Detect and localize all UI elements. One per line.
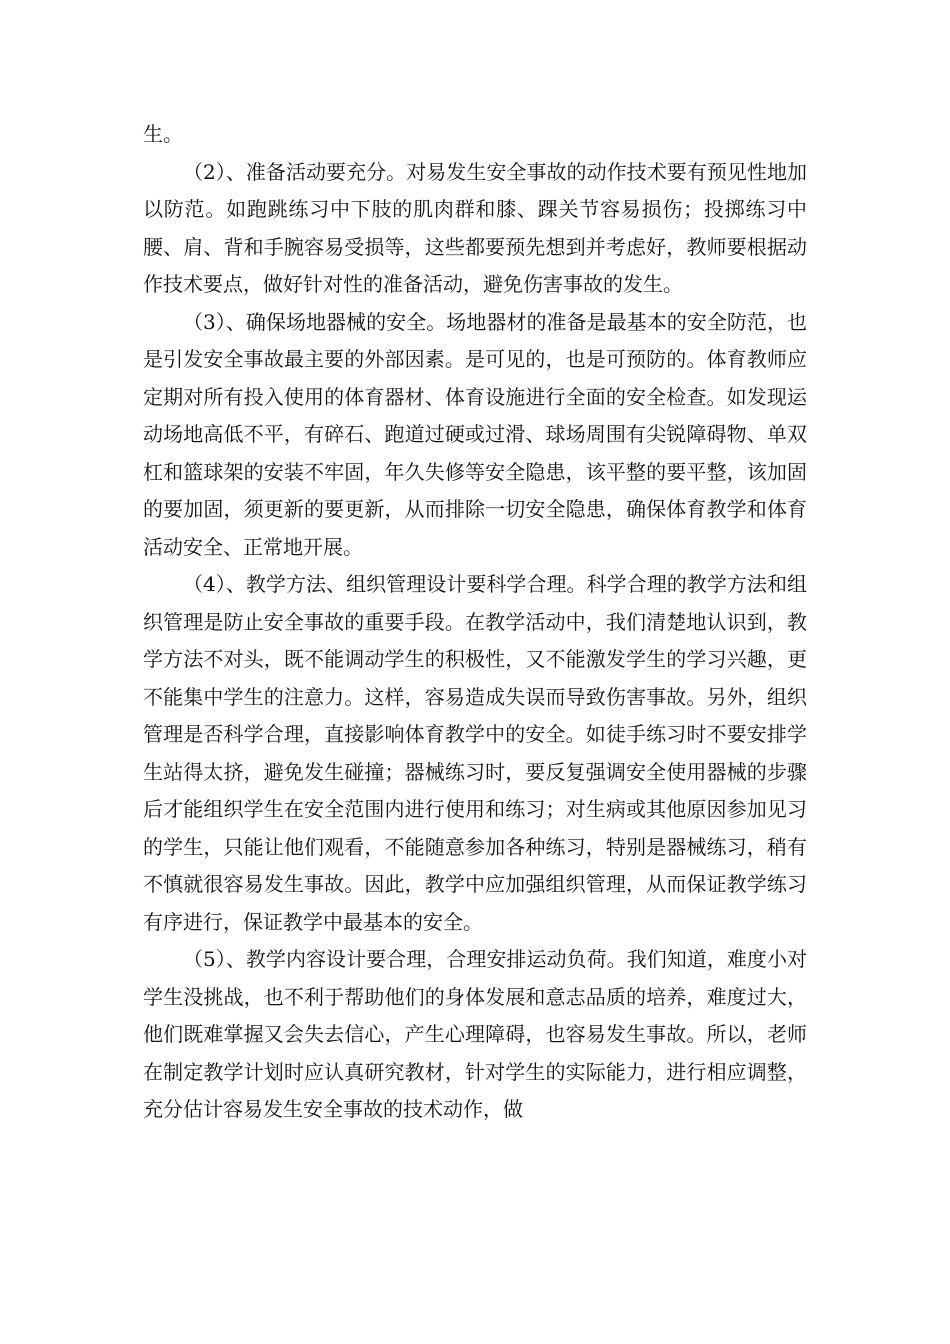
paragraph-venue-safety: （3）、确保场地器械的安全。场地器材的准备是最基本的安全防范，也是引发安全事故最主要的外部因素。是可见的，也是可预防的。体育教师应定期对所有投入使用的体育器材、体育设施进行全面的安全检查。如发现运动场地高低不平，有碎石、跑道过硬或过滑、球场周围有尖锐障碍物、单双杠和篮球架的安装不牢固，年久失修等安全隐患，该平整的要平整，该加固的要加固，须更新的要更新，从而排除一切安全隐患，确保体育教学和体育活动安全、正常地开展。 (143, 309, 807, 559)
paragraph-continuation: 生。 (143, 122, 183, 146)
paragraph-warmup: （2）、准备活动要充分。对易发生安全事故的动作技术要有预见性地加以防范。如跑跳练习中下肢的肌肉群和膝、踝关节容易损伤；投掷练习中腰、肩、背和手腕容易受损等，这些都要预先想到并考虑好，教师要根据动作技术要点，做好针对性的准备活动，避免伤害事故的发生。 (143, 159, 807, 296)
paragraph-teaching-methods: （4）、教学方法、组织管理设计要科学合理。科学合理的教学方法和组织管理是防止安全事故的重要手段。在教学活动中，我们清楚地认识到，教学方法不对头，既不能调动学生的积极性，又不能激发学生的学习兴趣，更不能集中学生的注意力。这样，容易造成失误而导致伤害事故。另外，组织管理是否科学合理，直接影响体育教学中的安全。如徒手练习时不要安排学生站得太挤，避免发生碰撞；器械练习时，要反复强调安全使用器械的步骤后才能组织学生在安全范围内进行使用和练习；对生病或其他原因参加见习的学生，只能让他们观看，不能随意参加各种练习，特别是器械练习，稍有不慎就很容易发生事故。因此，教学中应加强组织管理，从而保证教学练习有序进行，保证教学中最基本的安全。 (143, 572, 807, 934)
document-body (143, 116, 807, 1129)
paragraph-content-design: （5）、教学内容设计要合理，合理安排运动负荷。我们知道，难度小对学生没挑战，也不利于帮助他们的身体发展和意志品质的培养，难度过大，他们既难掌握又会失去信心，产生心理障碍，也容易发生事故。所以，老师在制定教学计划时应认真研究教材，针对学生的实际能力，进行相应调整，充分估计容易发生安全事故的技术动作，做 (143, 947, 807, 1121)
